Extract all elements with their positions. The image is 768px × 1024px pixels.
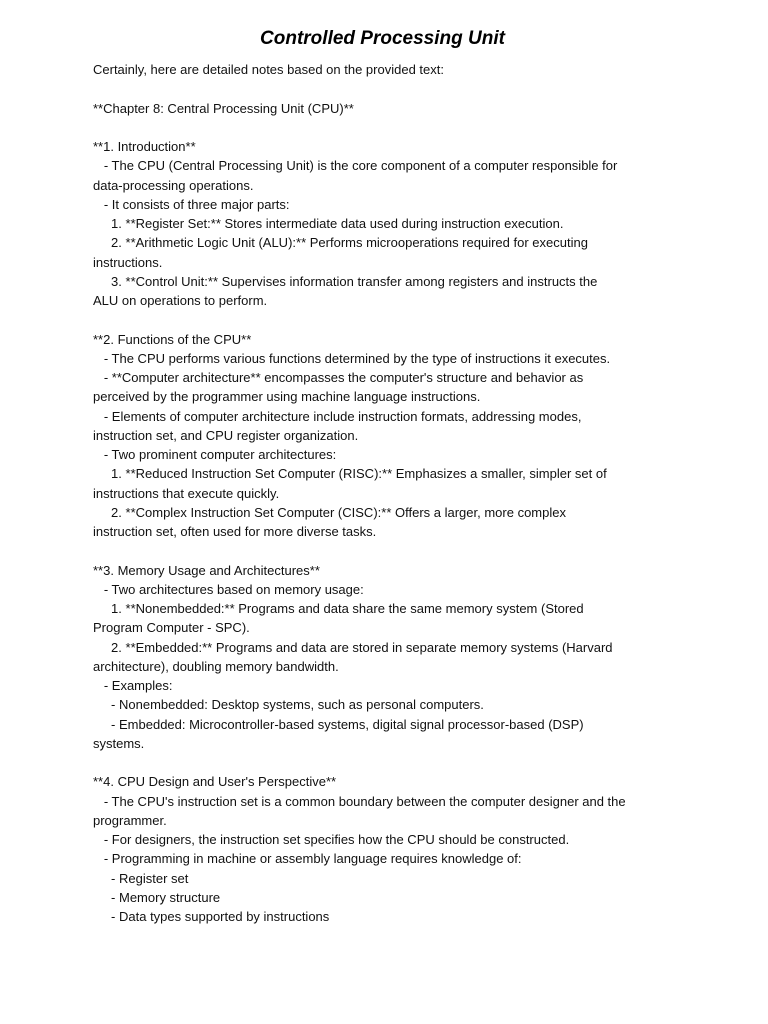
document-line: systems. — [93, 735, 145, 751]
document-line: - Memory structure — [93, 889, 221, 905]
document-line: Program Computer - SPC). — [93, 620, 250, 636]
document-line: **3. Memory Usage and Architectures** — [93, 562, 320, 578]
document-line: - Two prominent computer architectures: — [93, 447, 337, 462]
document-line: Certainly, here are detailed notes based on the provided text: — [93, 62, 444, 77]
document-line: - Register set — [93, 870, 189, 886]
document-line: - Data types supported by instructions — [93, 909, 330, 924]
document-line — [93, 79, 693, 98]
document-line: 2. **Arithmetic Logic Unit (ALU):** Performs microoperations required for executing — [93, 235, 588, 251]
document-line: - It consists of three major parts: — [93, 196, 290, 212]
document-line: **2. Functions of the CPU** — [93, 331, 252, 347]
document-line: - The CPU (Central Processing Unit) is the core component of a computer responsible for — [93, 158, 618, 174]
document-line: instruction set, often used for more diverse tasks. — [93, 524, 377, 539]
document-line: 1. **Nonembedded:** Programs and data share the same memory system (Stored — [93, 601, 584, 616]
document-line: - Embedded: Microcontroller-based systems, digital signal processor-based (DSP) — [93, 716, 584, 732]
document-line: 1. **Reduced Instruction Set Computer (RISC):** Emphasizes a smaller, simpler set of — [93, 466, 607, 482]
document-line: **1. Introduction** — [93, 139, 196, 154]
page-title: Controlled Processing Unit — [260, 28, 505, 49]
document-line: - Nonembedded: Desktop systems, such as personal computers. — [93, 697, 484, 713]
document-line: - Programming in machine or assembly language requires knowledge of: — [93, 851, 522, 867]
document-line: 2. **Complex Instruction Set Computer (CISC):** Offers a larger, more complex — [93, 504, 566, 520]
document-line — [93, 310, 693, 329]
document-line: - Elements of computer architecture include instruction formats, addressing modes, — [93, 408, 582, 424]
document-line — [93, 541, 693, 560]
document-line: **4. CPU Design and User's Perspective** — [93, 774, 337, 790]
document-line: - Examples: — [93, 678, 173, 693]
document-line: - The CPU's instruction set is a common boundary between the computer designer and the — [93, 793, 626, 809]
document-line: **Chapter 8: Central Processing Unit (CPU)** — [93, 100, 354, 116]
document-line: instructions that execute quickly. — [93, 485, 280, 501]
document-line: - **Computer architecture** encompasses the computer's structure and behavior as — [93, 370, 584, 385]
document-body — [93, 60, 693, 926]
document-line: data-processing operations. — [93, 177, 254, 193]
document-line — [93, 118, 693, 137]
document-line: - Two architectures based on memory usage: — [93, 581, 364, 597]
document-line: 2. **Embedded:** Programs and data are stored in separate memory systems (Harvard — [93, 639, 613, 655]
document-line: perceived by the programmer using machine language instructions. — [93, 389, 481, 405]
document-line: instruction set, and CPU register organization. — [93, 427, 359, 443]
document-line: - The CPU performs various functions determined by the type of instructions it executes. — [93, 350, 611, 366]
document-line: 1. **Register Set:** Stores intermediate data used during instruction execution. — [93, 216, 564, 231]
document-line: instructions. — [93, 254, 163, 270]
document-line: programmer. — [93, 812, 167, 828]
document-line: 3. **Control Unit:** Supervises information transfer among registers and instructs the — [93, 273, 598, 289]
document-line: - For designers, the instruction set specifies how the CPU should be constructed. — [93, 832, 570, 847]
document-line: architecture), doubling memory bandwidth. — [93, 658, 339, 674]
document-line: ALU on operations to perform. — [93, 293, 268, 308]
document-line — [93, 753, 693, 772]
